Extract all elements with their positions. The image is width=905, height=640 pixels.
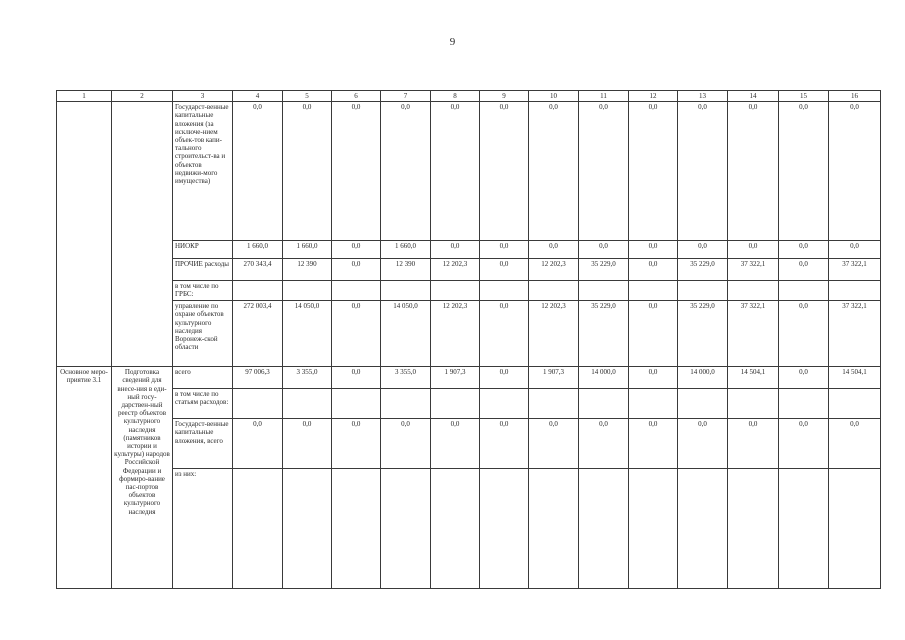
- value-cell: 0,0: [431, 241, 480, 259]
- value-cell: 35 229,0: [579, 259, 629, 281]
- value-cell: 0,0: [480, 367, 529, 389]
- value-cell: 0,0: [283, 419, 332, 469]
- value-cell: 0,0: [779, 241, 829, 259]
- value-cell: [431, 469, 480, 589]
- value-cell: 0,0: [728, 102, 779, 241]
- value-cell: 0,0: [678, 102, 728, 241]
- value-cell: 0,0: [678, 419, 728, 469]
- value-cell: 14 000,0: [579, 367, 629, 389]
- value-cell: 0,0: [332, 301, 381, 367]
- value-cell: [233, 389, 283, 419]
- value-cell: 0,0: [779, 419, 829, 469]
- value-cell: [829, 469, 881, 589]
- budget-table: [56, 90, 881, 589]
- value-cell: 0,0: [629, 259, 678, 281]
- value-cell: 0,0: [283, 102, 332, 241]
- value-cell: [283, 281, 332, 301]
- program-cell: Основное меро-приятие 3.1: [57, 367, 112, 589]
- header-cell: 9: [480, 91, 529, 102]
- header-cell: 3: [173, 91, 233, 102]
- value-cell: [579, 469, 629, 589]
- value-cell: [728, 281, 779, 301]
- value-cell: 0,0: [629, 419, 678, 469]
- value-cell: [332, 469, 381, 589]
- value-cell: 0,0: [629, 301, 678, 367]
- value-cell: 0,0: [829, 102, 881, 241]
- value-cell: [829, 281, 881, 301]
- value-cell: [678, 469, 728, 589]
- value-cell: 0,0: [779, 259, 829, 281]
- value-cell: 37 322,1: [728, 301, 779, 367]
- value-cell: [779, 281, 829, 301]
- value-cell: [529, 389, 579, 419]
- value-cell: 0,0: [728, 241, 779, 259]
- value-cell: 0,0: [629, 102, 678, 241]
- value-cell: 3 355,0: [283, 367, 332, 389]
- value-cell: 0,0: [233, 102, 283, 241]
- value-cell: [728, 389, 779, 419]
- header-cell: 12: [629, 91, 678, 102]
- header-cell: 7: [381, 91, 431, 102]
- program-cell: [57, 102, 112, 367]
- value-cell: 0,0: [233, 419, 283, 469]
- name-cell: Подготовка сведений для внесе-ния в еди-ный госу-дарствен-ный реестр объектов культурного наследия (памятников истории и культуры) народов Российской Федерации и формиро-вание пас-портов объектов культурного наследия: [112, 367, 173, 589]
- value-cell: 0,0: [381, 102, 431, 241]
- table-row: [57, 469, 881, 589]
- value-cell: 0,0: [480, 419, 529, 469]
- value-cell: [381, 281, 431, 301]
- value-cell: [480, 281, 529, 301]
- table-row: [57, 281, 881, 301]
- value-cell: [728, 469, 779, 589]
- value-cell: 0,0: [332, 259, 381, 281]
- value-cell: [529, 281, 579, 301]
- value-cell: 0,0: [779, 367, 829, 389]
- value-cell: 0,0: [678, 241, 728, 259]
- value-cell: 0,0: [728, 419, 779, 469]
- value-cell: [529, 469, 579, 589]
- value-cell: [678, 281, 728, 301]
- header-cell: 13: [678, 91, 728, 102]
- value-cell: 0,0: [629, 367, 678, 389]
- table-row: [57, 241, 881, 259]
- value-cell: 0,0: [829, 241, 881, 259]
- row-label: Государст-венные капитальные вложения (за исключе-нием объек-тов капи-тального строительст-ва и объектов недвижи-мого имущества): [173, 102, 233, 241]
- value-cell: 12 202,3: [529, 301, 579, 367]
- value-cell: [381, 469, 431, 589]
- value-cell: 0,0: [332, 367, 381, 389]
- value-cell: 272 003,4: [233, 301, 283, 367]
- row-label: ПРОЧИЕ расходы: [173, 259, 233, 281]
- value-cell: 0,0: [332, 419, 381, 469]
- value-cell: 1 907,3: [529, 367, 579, 389]
- row-label: всего: [173, 367, 233, 389]
- value-cell: 14 050,0: [283, 301, 332, 367]
- value-cell: 14 000,0: [678, 367, 728, 389]
- value-cell: [629, 281, 678, 301]
- value-cell: 270 343,4: [233, 259, 283, 281]
- value-cell: 14 050,0: [381, 301, 431, 367]
- value-cell: [480, 469, 529, 589]
- value-cell: 14 504,1: [829, 367, 881, 389]
- header-cell: 8: [431, 91, 480, 102]
- value-cell: 1 660,0: [283, 241, 332, 259]
- value-cell: [332, 389, 381, 419]
- value-cell: [579, 389, 629, 419]
- value-cell: 0,0: [480, 102, 529, 241]
- value-cell: 0,0: [381, 419, 431, 469]
- value-cell: [480, 389, 529, 419]
- value-cell: [233, 469, 283, 589]
- value-cell: [431, 389, 480, 419]
- value-cell: 0,0: [431, 419, 480, 469]
- value-cell: 12 202,3: [431, 301, 480, 367]
- page-number: 9: [449, 36, 456, 48]
- value-cell: 0,0: [779, 102, 829, 241]
- value-cell: 37 322,1: [829, 301, 881, 367]
- table-row: [57, 301, 881, 367]
- value-cell: [283, 389, 332, 419]
- value-cell: 12 202,3: [431, 259, 480, 281]
- value-cell: 97 006,3: [233, 367, 283, 389]
- value-cell: 35 229,0: [579, 301, 629, 367]
- row-label: НИОКР: [173, 241, 233, 259]
- header-cell: 4: [233, 91, 283, 102]
- value-cell: 3 355,0: [381, 367, 431, 389]
- table-row: [57, 419, 881, 469]
- row-label: в том числе по ГРБС:: [173, 281, 233, 301]
- value-cell: 12 390: [381, 259, 431, 281]
- header-cell: 16: [829, 91, 881, 102]
- table-row: [57, 102, 881, 241]
- header-cell: 5: [283, 91, 332, 102]
- value-cell: 0,0: [529, 102, 579, 241]
- value-cell: [283, 469, 332, 589]
- header-cell: 14: [728, 91, 779, 102]
- value-cell: 35 229,0: [678, 301, 728, 367]
- row-label: из них:: [173, 469, 233, 589]
- value-cell: 0,0: [480, 259, 529, 281]
- value-cell: 0,0: [480, 301, 529, 367]
- value-cell: 0,0: [579, 241, 629, 259]
- value-cell: 35 229,0: [678, 259, 728, 281]
- value-cell: 0,0: [529, 241, 579, 259]
- header-row: [57, 91, 881, 102]
- header-cell: 2: [112, 91, 173, 102]
- header-cell: 1: [57, 91, 112, 102]
- table-row: [57, 259, 881, 281]
- table-row: [57, 367, 881, 389]
- value-cell: [579, 281, 629, 301]
- value-cell: [629, 469, 678, 589]
- value-cell: 0,0: [579, 102, 629, 241]
- value-cell: [829, 389, 881, 419]
- value-cell: [779, 389, 829, 419]
- value-cell: [233, 281, 283, 301]
- value-cell: 0,0: [480, 241, 529, 259]
- value-cell: 0,0: [829, 419, 881, 469]
- table-row: [57, 389, 881, 419]
- value-cell: [431, 281, 480, 301]
- value-cell: [381, 389, 431, 419]
- value-cell: 0,0: [529, 419, 579, 469]
- value-cell: 0,0: [431, 102, 480, 241]
- value-cell: 12 390: [283, 259, 332, 281]
- value-cell: 1 660,0: [233, 241, 283, 259]
- value-cell: 0,0: [779, 301, 829, 367]
- value-cell: [629, 389, 678, 419]
- name-cell: [112, 102, 173, 367]
- value-cell: 0,0: [332, 241, 381, 259]
- value-cell: 37 322,1: [829, 259, 881, 281]
- value-cell: 1 907,3: [431, 367, 480, 389]
- header-cell: 11: [579, 91, 629, 102]
- row-label: Государст-венные капитальные вложения, всего: [173, 419, 233, 469]
- value-cell: [332, 281, 381, 301]
- value-cell: 12 202,3: [529, 259, 579, 281]
- value-cell: 37 322,1: [728, 259, 779, 281]
- header-cell: 10: [529, 91, 579, 102]
- value-cell: [678, 389, 728, 419]
- value-cell: 0,0: [629, 241, 678, 259]
- header-cell: 6: [332, 91, 381, 102]
- value-cell: 0,0: [332, 102, 381, 241]
- row-label: в том числе по статьям расходов:: [173, 389, 233, 419]
- row-label: управление по охране объектов культурного наследия Воронеж-ской области: [173, 301, 233, 367]
- value-cell: 1 660,0: [381, 241, 431, 259]
- value-cell: 0,0: [579, 419, 629, 469]
- header-cell: 15: [779, 91, 829, 102]
- value-cell: 14 504,1: [728, 367, 779, 389]
- value-cell: [779, 469, 829, 589]
